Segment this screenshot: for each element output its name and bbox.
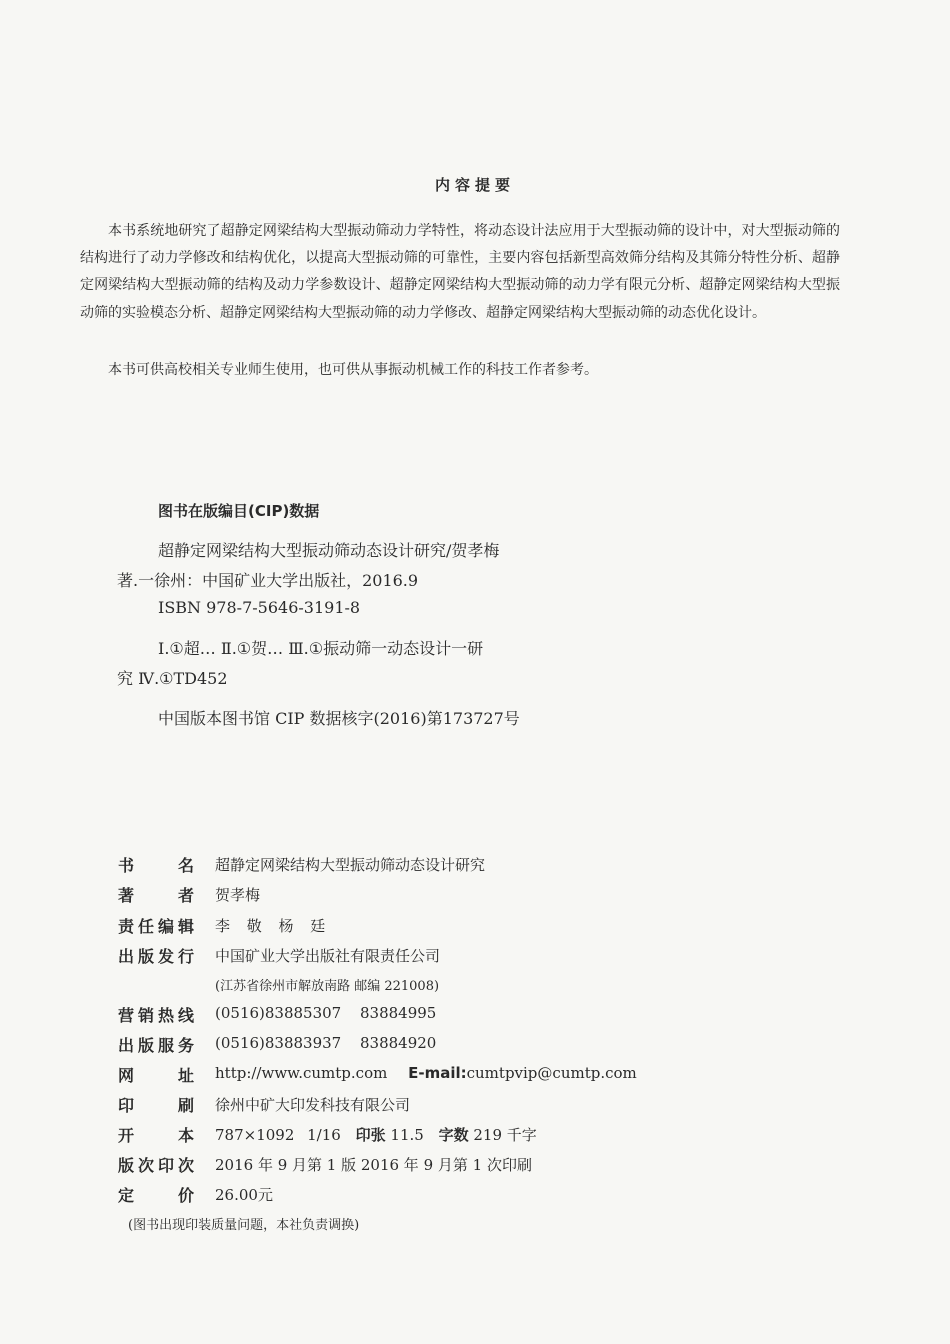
format-label: 开本 bbox=[118, 1126, 194, 1145]
editor-label: 责任编辑 bbox=[118, 917, 194, 936]
publisher-value: 中国矿业大学出版社有限责任公司 bbox=[215, 947, 441, 965]
cip-line-1: 超静定网梁结构大型振动筛动态设计研究/贺孝梅 bbox=[158, 541, 500, 560]
summary-title: 内容提要 bbox=[434, 176, 515, 194]
edition-label: 版次印次 bbox=[118, 1156, 194, 1175]
author-label: 著者 bbox=[118, 886, 194, 905]
cip-record-number: 中国版本图书馆 CIP 数据核字(2016)第173727号 bbox=[158, 709, 520, 728]
price-value: 26.00元 bbox=[215, 1186, 273, 1204]
summary-paragraph-1: 本书系统地研究了超静定网梁结构大型振动筛动力学特性，将动态设计法应用于大型振动筛的设计中，对大型振动筛的结构进行了动力学修改和结构优化，以提高大型振动筛的可靠性，主要内容包括新型高效筛分结构及其筛分特性分析、超静定网梁结构大型振动筛的结构及动力学参数设计、超静定网梁结构大型振动筛的动力学有限元分析、超静定网梁结构大型振动筛的实验模态分析、超静定网梁结构大型振动筛的动力学修改、超静定网梁结构大型振动筛的动态优化设计。 bbox=[80, 223, 840, 321]
author-value: 贺孝梅 bbox=[215, 886, 261, 904]
website-label: 网址 bbox=[118, 1066, 194, 1085]
sales-hotline-value: (0516)83885307 83884995 bbox=[215, 1004, 437, 1022]
cip-line-4: Ⅰ.①超… Ⅱ.①贺… Ⅲ.①振动筛一动态设计一研 bbox=[158, 639, 484, 658]
words-label: 字数 bbox=[438, 1126, 469, 1144]
cip-line-5: 究 Ⅳ.①TD452 bbox=[117, 669, 228, 688]
email-label: E-mail: bbox=[408, 1064, 467, 1082]
website-row bbox=[215, 1064, 637, 1082]
editor-value: 李 敬 杨 廷 bbox=[215, 917, 326, 935]
email-link[interactable]: cumtpvip@cumtp.com bbox=[466, 1064, 637, 1082]
quality-note: (图书出现印装质量问题，本社负责调换) bbox=[128, 1218, 360, 1233]
website-link[interactable]: http://www.cumtp.com bbox=[215, 1064, 388, 1082]
printer-label: 印刷 bbox=[118, 1096, 194, 1115]
publishing-service-label: 出版服务 bbox=[118, 1036, 194, 1055]
sales-hotline-label: 营销热线 bbox=[118, 1006, 194, 1025]
price-label: 定价 bbox=[118, 1186, 194, 1205]
cip-line-2: 著.一徐州：中国矿业大学出版社，2016.9 bbox=[117, 571, 419, 590]
printer-value: 徐州中矿大印发科技有限公司 bbox=[215, 1096, 411, 1114]
book-title-label: 书名 bbox=[118, 856, 194, 875]
publisher-address: (江苏省徐州市解放南路 邮编 221008) bbox=[215, 979, 440, 994]
cip-isbn: ISBN 978-7-5646-3191-8 bbox=[158, 598, 361, 617]
cip-heading: 图书在版编目(CIP)数据 bbox=[158, 502, 320, 520]
summary-paragraph-2: 本书可供高校相关专业师生使用，也可供从事振动机械工作的科技工作者参考。 bbox=[108, 362, 598, 378]
format-value: 787×1092 1/16 bbox=[215, 1126, 341, 1144]
book-title-value: 超静定网梁结构大型振动筛动态设计研究 bbox=[215, 856, 486, 874]
sheets-label: 印张 bbox=[355, 1126, 386, 1144]
edition-value: 2016 年 9 月第 1 版 2016 年 9 月第 1 次印刷 bbox=[215, 1156, 532, 1174]
publishing-service-value: (0516)83883937 83884920 bbox=[215, 1034, 437, 1052]
format-row bbox=[215, 1124, 537, 1145]
publisher-label: 出版发行 bbox=[118, 947, 194, 966]
sheets-value: 11.5 bbox=[390, 1126, 424, 1144]
words-value: 219 千字 bbox=[473, 1126, 537, 1144]
